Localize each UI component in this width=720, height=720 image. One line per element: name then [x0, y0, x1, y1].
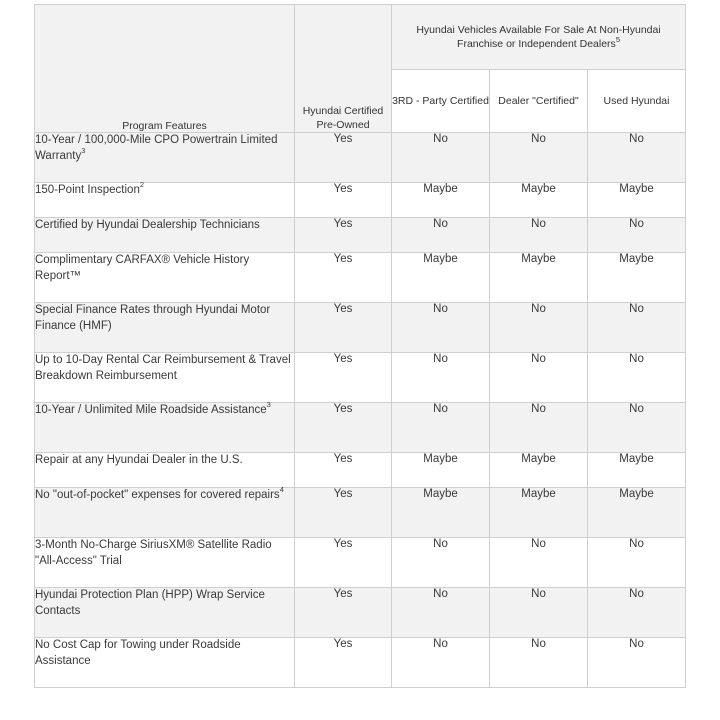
- feature-cell: Hyundai Protection Plan (HPP) Wrap Service Contacts: [35, 588, 295, 638]
- header-non-hyundai-dealers: Hyundai Vehicles Available For Sale At Non-Hyundai Franchise or Independent Dealers$^5$: [392, 5, 686, 70]
- dealer-certified-value: No: [490, 133, 588, 183]
- header-certified-pre-owned: Hyundai Certified Pre-Owned: [295, 5, 392, 133]
- used-hyundai-value: No: [588, 303, 686, 353]
- cpo-value: Yes: [295, 183, 392, 218]
- dealer-certified-value: No: [490, 303, 588, 353]
- cpo-value: Yes: [295, 538, 392, 588]
- dealer-certified-value: No: [490, 218, 588, 253]
- third-party-value: No: [392, 353, 490, 403]
- table-row: [35, 133, 686, 183]
- table-row: [35, 253, 686, 303]
- dealer-certified-value: Maybe: [490, 183, 588, 218]
- feature-cell: Repair at any Hyundai Dealer in the U.S.: [35, 453, 295, 488]
- table-row: [35, 303, 686, 353]
- cpo-value: Yes: [295, 218, 392, 253]
- cpo-value: Yes: [295, 403, 392, 453]
- used-hyundai-value: No: [588, 403, 686, 453]
- used-hyundai-value: No: [588, 218, 686, 253]
- used-hyundai-value: Maybe: [588, 253, 686, 303]
- third-party-value: No: [392, 303, 490, 353]
- dealer-certified-value: No: [490, 638, 588, 688]
- feature-cell: 150-Point Inspection$^2$: [35, 183, 295, 218]
- dealer-certified-value: Maybe: [490, 253, 588, 303]
- feature-cell: Up to 10-Day Rental Car Reimbursement & Travel Breakdown Reimbursement: [35, 353, 295, 403]
- cpo-value: Yes: [295, 253, 392, 303]
- feature-cell: No Cost Cap for Towing under Roadside Assistance: [35, 638, 295, 688]
- footnote-marker: 2: [139, 180, 145, 190]
- dealer-certified-value: Maybe: [490, 453, 588, 488]
- used-hyundai-value: Maybe: [588, 453, 686, 488]
- table-row: [35, 453, 686, 488]
- used-hyundai-value: No: [588, 588, 686, 638]
- cpo-value: Yes: [295, 588, 392, 638]
- footnote-marker: 4: [279, 485, 284, 495]
- used-hyundai-value: No: [588, 638, 686, 688]
- feature-cell: Certified by Hyundai Dealership Technicians: [35, 218, 295, 253]
- third-party-value: No: [392, 638, 490, 688]
- feature-cell: 10-Year / 100,000-Mile CPO Powertrain Limited Warranty$^3$: [35, 133, 295, 183]
- dealer-certified-value: No: [490, 403, 588, 453]
- dealer-certified-value: No: [490, 538, 588, 588]
- used-hyundai-value: Maybe: [588, 488, 686, 538]
- table-row: [35, 538, 686, 588]
- used-hyundai-value: No: [588, 538, 686, 588]
- third-party-value: No: [392, 403, 490, 453]
- table-row: [35, 638, 686, 688]
- header-program-features: Program Features: [35, 5, 295, 133]
- dealer-certified-value: No: [490, 588, 588, 638]
- table-row: [35, 353, 686, 403]
- feature-cell: No "out-of-pocket" expenses for covered repairs$^4$: [35, 488, 295, 538]
- cpo-value: Yes: [295, 488, 392, 538]
- third-party-value: No: [392, 218, 490, 253]
- third-party-value: Maybe: [392, 183, 490, 218]
- feature-cell: 3-Month No-Charge SiriusXM® Satellite Radio "All-Access" Trial: [35, 538, 295, 588]
- third-party-value: Maybe: [392, 488, 490, 538]
- feature-cell: 10-Year / Unlimited Mile Roadside Assistance$^3$: [35, 403, 295, 453]
- cpo-value: Yes: [295, 133, 392, 183]
- third-party-value: Maybe: [392, 453, 490, 488]
- header-dealer-certified: Dealer "Certified": [490, 70, 588, 133]
- header-third-party-certified: 3RD - Party Certified: [392, 70, 490, 133]
- third-party-value: No: [392, 588, 490, 638]
- feature-cell: Special Finance Rates through Hyundai Motor Finance (HMF): [35, 303, 295, 353]
- footnote-marker: 3: [81, 145, 86, 155]
- footnote-marker: 5: [615, 34, 620, 44]
- used-hyundai-value: Maybe: [588, 183, 686, 218]
- third-party-value: Maybe: [392, 253, 490, 303]
- used-hyundai-value: No: [588, 133, 686, 183]
- dealer-certified-value: No: [490, 353, 588, 403]
- table-row: [35, 488, 686, 538]
- cpo-value: Yes: [295, 638, 392, 688]
- cpo-value: Yes: [295, 353, 392, 403]
- footnote-marker: 3: [266, 400, 271, 410]
- cpo-value: Yes: [295, 303, 392, 353]
- table-row: [35, 183, 686, 218]
- third-party-value: No: [392, 538, 490, 588]
- header-used-hyundai: Used Hyundai: [588, 70, 686, 133]
- third-party-value: No: [392, 133, 490, 183]
- table-row: [35, 403, 686, 453]
- table-row: [35, 218, 686, 253]
- used-hyundai-value: No: [588, 353, 686, 403]
- dealer-certified-value: Maybe: [490, 488, 588, 538]
- cpo-value: Yes: [295, 453, 392, 488]
- comparison-table: [34, 4, 686, 688]
- table-row: [35, 588, 686, 638]
- feature-cell: Complimentary CARFAX® Vehicle History Report™: [35, 253, 295, 303]
